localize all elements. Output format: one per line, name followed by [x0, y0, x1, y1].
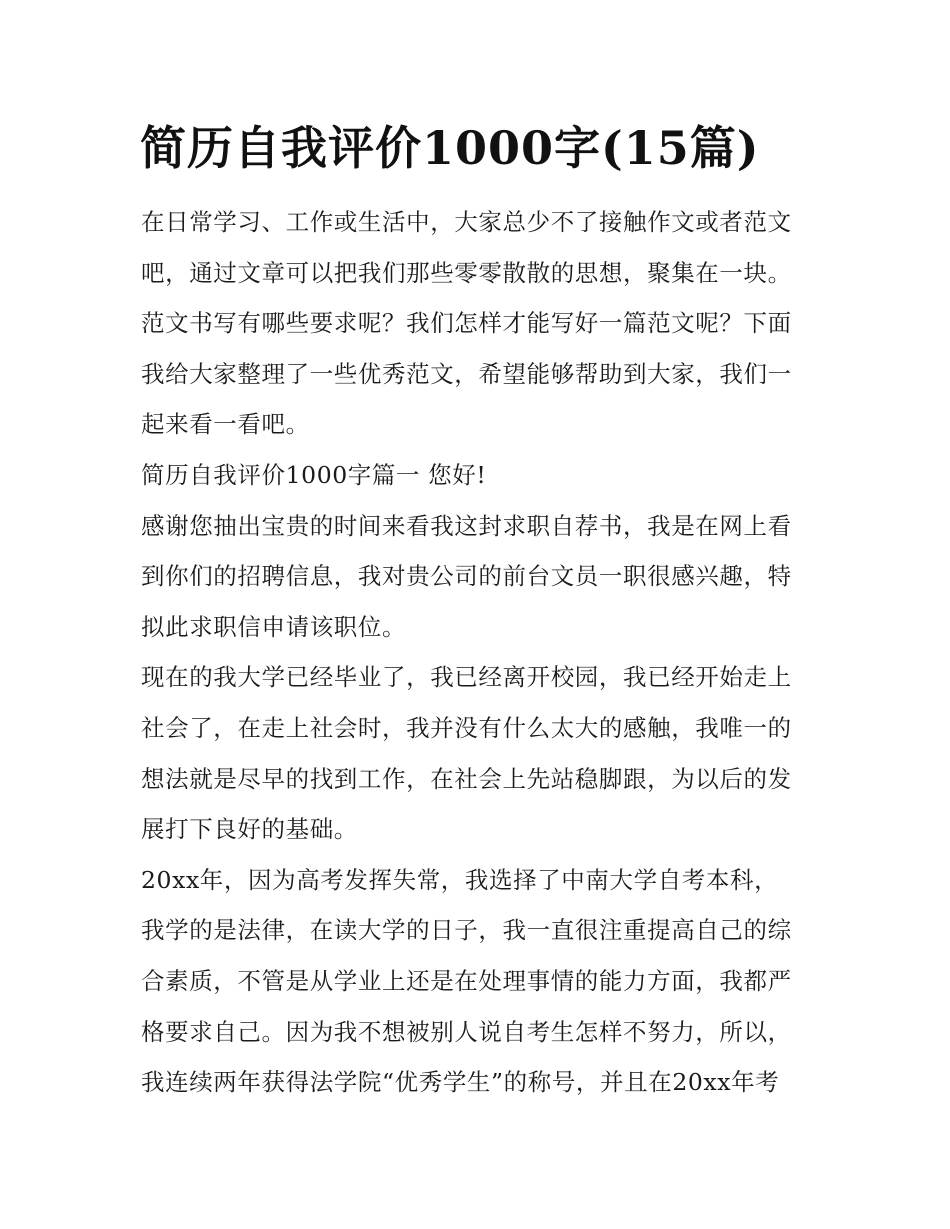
body-line: 吧，通过文章可以把我们那些零零散散的思想，聚集在一块。	[141, 258, 792, 287]
body-line: 社会了，在走上社会时，我并没有什么太大的感触，我唯一的	[141, 713, 792, 742]
body-line: 我给大家整理了一些优秀范文，希望能够帮助到大家，我们一	[141, 359, 792, 388]
body-line: 合素质，不管是从学业上还是在处理事情的能力方面，我都严	[141, 966, 792, 995]
body-line: 我连续两年获得法学院“优秀学生”的称号，并且在20xx年考	[141, 1068, 780, 1097]
body-line: 范文书写有哪些要求呢？我们怎样才能写好一篇范文呢？下面	[141, 309, 792, 338]
body-line: 现在的我大学已经毕业了，我已经离开校园，我已经开始走上	[141, 663, 792, 692]
body-line: 我学的是法律，在读大学的日子，我一直很注重提高自己的综	[141, 916, 792, 945]
document-title: 简历自我评价1000字(15篇)	[140, 121, 760, 175]
document-body	[141, 201, 813, 1112]
section-heading: 简历自我评价1000字篇一 您好!	[141, 460, 487, 489]
body-line: 想法就是尽早的找到工作，在社会上先站稳脚跟，为以后的发	[141, 764, 792, 793]
body-line: 拟此求职信申请该职位。	[141, 612, 407, 641]
body-line: 在日常学习、工作或生活中，大家总少不了接触作文或者范文	[141, 208, 792, 236]
body-line: 格要求自己。因为我不想被别人说自考生怎样不努力，所以，	[141, 1017, 792, 1046]
body-line: 展打下良好的基础。	[141, 815, 358, 844]
body-line: 感谢您抽出宝贵的时间来看我这封求职自荐书，我是在网上看	[141, 511, 792, 540]
body-line: 到你们的招聘信息，我对贵公司的前台文员一职很感兴趣，特	[141, 562, 792, 591]
body-line: 起来看一看吧。	[141, 410, 310, 439]
body-line: 20xx年，因为高考发挥失常，我选择了中南大学自考本科，	[141, 865, 779, 894]
